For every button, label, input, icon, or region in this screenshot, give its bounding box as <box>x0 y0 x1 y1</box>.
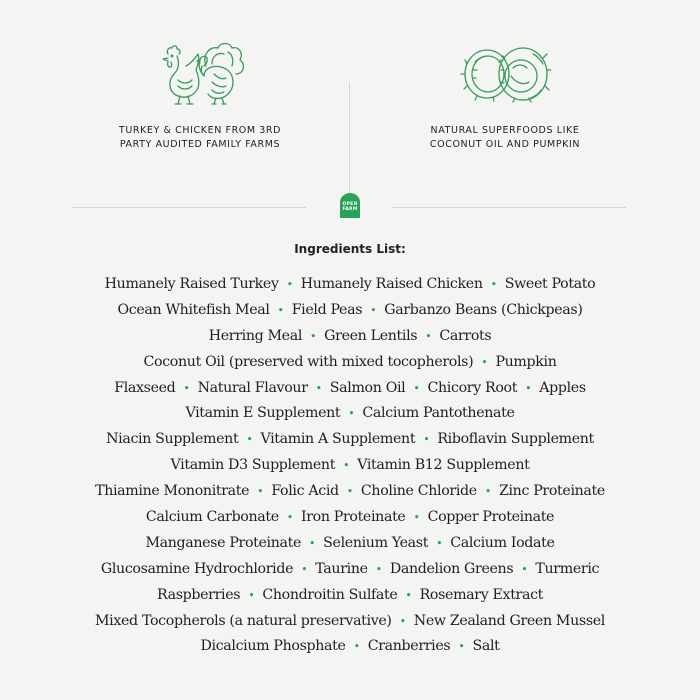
ingredient-item: Herring Meal <box>208 327 303 344</box>
ingredient-item: Humanely Raised Turkey <box>104 276 279 292</box>
ingredient-item: Dicalcium Phosphate <box>200 638 346 655</box>
ingredient-line <box>0 557 700 583</box>
ingredient-item: Salt <box>472 638 500 655</box>
separator-dot: • <box>315 381 322 395</box>
separator-dot: • <box>481 355 488 369</box>
ingredient-item: Humanely Raised Chicken <box>300 276 483 292</box>
ingredient-item: Choline Chloride <box>360 483 477 500</box>
separator-dot: • <box>257 485 264 499</box>
ingredient-line <box>0 272 700 298</box>
coconut-icon <box>459 40 551 106</box>
ingredient-line <box>0 453 700 479</box>
ingredients-title: Ingredients List: <box>294 242 406 256</box>
separator-dot: • <box>301 562 308 576</box>
ingredient-item: Iron Proteinate <box>300 509 406 526</box>
ingredient-line <box>0 609 700 635</box>
ingredient-item: Field Peas <box>291 301 363 318</box>
feature-superfoods <box>380 40 630 152</box>
ingredient-item: Chicory Root <box>427 379 518 396</box>
turkey-chicken-icon <box>154 40 246 106</box>
separator-dot: • <box>343 459 350 473</box>
ingredient-line <box>0 531 700 557</box>
logo-line-1: OPEN <box>342 202 358 207</box>
ingredient-item: Taurine <box>315 560 368 577</box>
separator-dot: • <box>246 433 253 447</box>
ingredient-item: Flaxseed <box>114 379 176 396</box>
separator-dot: • <box>346 485 353 499</box>
separator-dot: • <box>375 562 382 576</box>
separator-dot: • <box>248 588 255 602</box>
ingredient-item: Garbanzo Beans (Chickpeas) <box>384 301 583 318</box>
divider-right <box>392 207 626 208</box>
ingredient-item: Apples <box>539 379 586 396</box>
ingredient-item: Copper Proteinate <box>427 509 555 526</box>
ingredient-item: Natural Flavour <box>197 379 308 396</box>
separator-dot: • <box>484 485 491 499</box>
ingredient-item: Green Lentils <box>324 327 418 344</box>
ingredient-item: Vitamin E Supplement <box>185 405 341 422</box>
open-farm-logo <box>338 193 362 218</box>
separator-dot: • <box>423 433 430 447</box>
separator-dot: • <box>348 407 355 421</box>
ingredient-line <box>0 427 700 453</box>
ingredient-item: Calcium Carbonate <box>145 509 279 526</box>
separator-dot: • <box>413 511 420 525</box>
ingredient-line <box>0 401 700 427</box>
ingredient-item: Calcium Iodate <box>450 534 555 551</box>
ingredient-item: Mixed Tocopherols (a natural preservative) <box>95 612 392 629</box>
ingredient-item: Calcium Pantothenate <box>362 405 515 422</box>
ingredient-item: Riboflavin Supplement <box>437 431 594 448</box>
separator-dot: • <box>521 562 528 576</box>
ingredient-item: Carrots <box>439 327 492 344</box>
separator-dot: • <box>370 303 377 317</box>
ingredient-item: Salmon Oil <box>329 379 406 396</box>
ingredient-line <box>0 479 700 505</box>
ingredient-item: Chondroitin Sulfate <box>262 586 398 603</box>
ingredient-line <box>0 350 700 376</box>
ingredient-line <box>0 324 700 350</box>
separator-dot: • <box>309 536 316 550</box>
logo-text <box>338 202 362 212</box>
ingredient-item: Vitamin A Supplement <box>260 431 416 448</box>
ingredient-item: Pumpkin <box>495 353 557 370</box>
ingredient-item: Selenium Yeast <box>323 534 429 551</box>
ingredient-item: Dandelion Greens <box>389 560 514 577</box>
ingredient-item: Thiamine Mononitrate <box>95 483 250 500</box>
features-section <box>0 40 700 175</box>
ingredient-item: Vitamin D3 Supplement <box>170 457 336 474</box>
ingredient-item: Sweet Potato <box>504 276 596 292</box>
separator-dot: • <box>310 329 317 343</box>
separator-dot: • <box>399 614 406 628</box>
ingredient-item: Vitamin B12 Supplement <box>357 457 530 474</box>
ingredient-line <box>0 376 700 402</box>
logo-line-2: FARM <box>342 207 358 212</box>
separator-dot: • <box>183 381 190 395</box>
separator-dot: • <box>425 329 432 343</box>
ingredient-item: Coconut Oil (preserved with mixed tocopherols) <box>143 353 474 370</box>
separator-dot: • <box>277 303 284 317</box>
ingredient-line <box>0 634 700 660</box>
separator-dot: • <box>286 511 293 525</box>
ingredient-line <box>0 505 700 531</box>
separator-dot: • <box>458 640 465 654</box>
separator-dot: • <box>525 381 532 395</box>
ingredient-item: Zinc Proteinate <box>498 483 605 500</box>
ingredient-item: Rosemary Extract <box>419 586 544 603</box>
feature-farms <box>75 40 325 152</box>
ingredient-item: Folic Acid <box>271 483 339 500</box>
ingredient-item: Glucosamine Hydrochloride <box>100 560 294 577</box>
feature-farms-caption: TURKEY & CHICKEN FROM 3RD PARTY AUDITED FAMILY FARMS <box>118 125 282 150</box>
ingredient-item: Cranberries <box>367 638 451 655</box>
ingredient-item: Niacin Supplement <box>106 431 239 448</box>
separator-dot: • <box>490 278 497 291</box>
separator-dot: • <box>286 278 293 291</box>
ingredient-item: New Zealand Green Mussel <box>413 612 605 629</box>
ingredient-item: Manganese Proteinate <box>145 534 302 551</box>
divider-left <box>72 207 306 208</box>
ingredient-item: Raspberries <box>156 586 241 603</box>
feature-superfoods-caption: NATURAL SUPERFOODS LIKE COCONUT OIL AND PUMPKIN <box>429 125 581 150</box>
separator-dot: • <box>413 381 420 395</box>
separator-dot: • <box>353 640 360 654</box>
ingredient-item: Turmeric <box>535 560 600 577</box>
ingredient-item: Ocean Whitefish Meal <box>117 301 270 318</box>
ingredients-list <box>0 272 700 660</box>
separator-dot: • <box>436 536 443 550</box>
separator-dot: • <box>405 588 412 602</box>
ingredient-line <box>0 583 700 609</box>
ingredient-line <box>0 298 700 324</box>
